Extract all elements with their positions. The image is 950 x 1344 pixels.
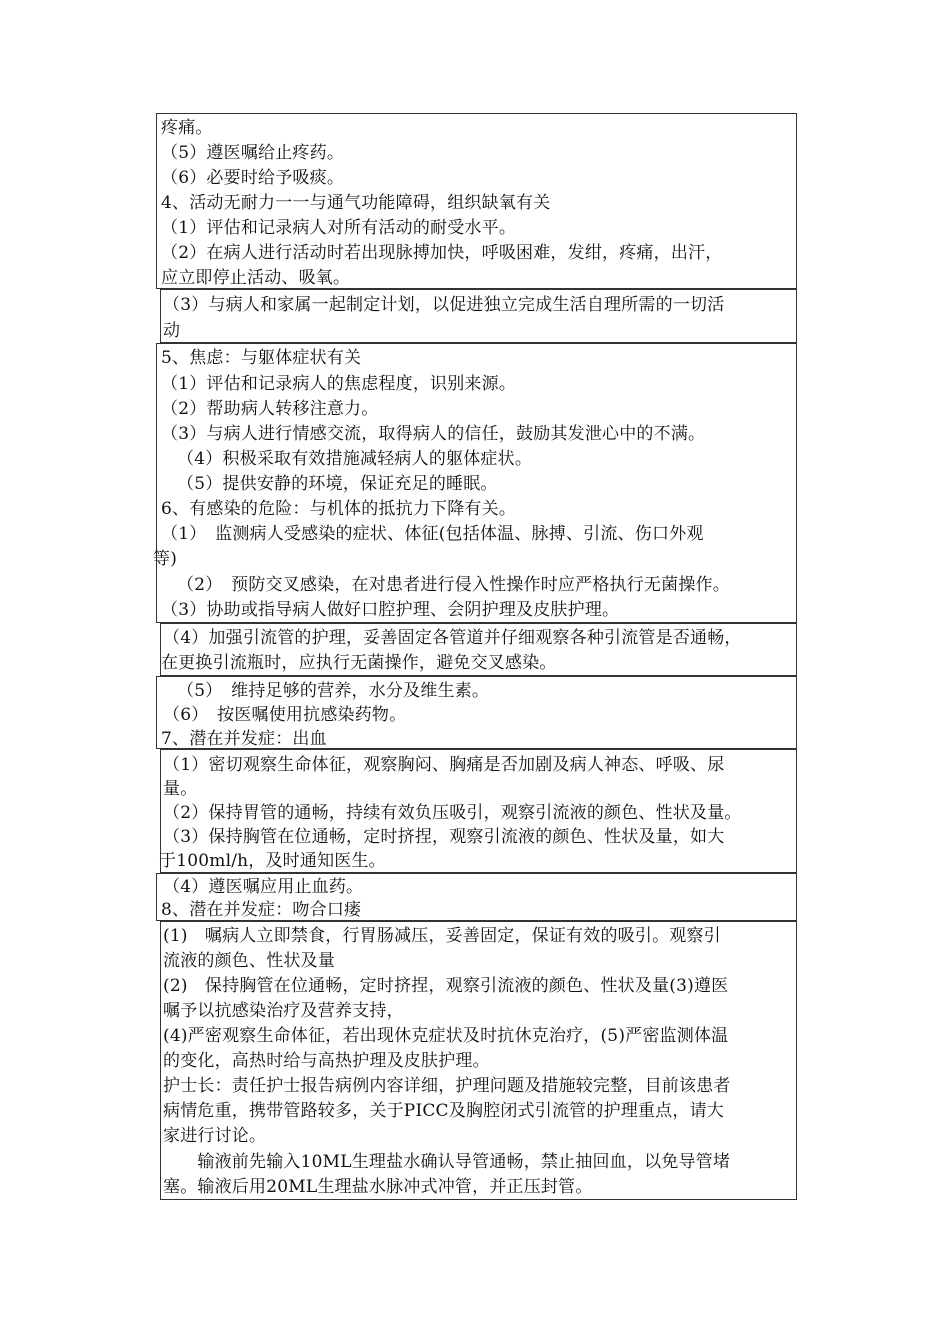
text-line: （3）保持胸管在位通畅，定时挤捏，观察引流液的颜色、性状及量，如大 — [163, 827, 725, 847]
text-line: （1）评估和记录病人对所有活动的耐受水平。 — [161, 218, 517, 238]
text-line: 动 — [163, 321, 181, 341]
text-line: 等) — [153, 549, 178, 569]
text-line: 6、有感染的危险：与机体的抵抗力下降有关。 — [161, 499, 517, 519]
text-line: 输液前先输入10ML生理盐水确认导管通畅，禁止抽回血，以免导管堵 — [163, 1152, 731, 1172]
text-block-8 — [160, 921, 797, 1200]
text-line: 应立即停止活动、吸氧。 — [161, 268, 351, 288]
text-line: 塞。输液后用20ML生理盐水脉冲式冲管，并正压封管。 — [163, 1177, 593, 1197]
text-line: （5）遵医嘱给止疼药。 — [161, 143, 345, 163]
text-block-3 — [153, 343, 797, 623]
text-line: （5） 维持足够的营养，水分及维生素。 — [177, 681, 490, 701]
text-line: （2）帮助病人转移注意力。 — [161, 399, 379, 419]
text-line: （4）积极采取有效措施减轻病人的躯体症状。 — [177, 449, 533, 469]
text-line: （1）评估和记录病人的焦虑程度，识别来源。 — [161, 374, 517, 394]
text-block-7 — [156, 873, 797, 921]
text-line: 量。 — [163, 779, 198, 799]
text-line: （3）与病人和家属一起制定计划，以促进独立完成生活自理所需的一切活 — [163, 295, 725, 315]
text-block-2 — [160, 289, 797, 343]
text-line: （4）遵医嘱应用止血药。 — [163, 877, 364, 897]
text-line: （2） 预防交叉感染，在对患者进行侵入性操作时应严格执行无菌操作。 — [177, 575, 730, 595]
text-line: (1) 嘱病人立即禁食，行胃肠减压，妥善固定，保证有效的吸引。观察引 — [163, 926, 721, 946]
text-block-4 — [160, 623, 797, 676]
text-line: （3）与病人进行情感交流，取得病人的信任，鼓励其发泄心中的不满。 — [161, 424, 706, 444]
text-line: （1）密切观察生命体征，观察胸闷、胸痛是否加剧及病人神态、呼吸、尿 — [163, 755, 725, 775]
text-line: 的变化，高热时给与高热护理及皮肤护理。 — [163, 1051, 490, 1071]
text-line: 疼痛。 — [161, 118, 213, 138]
text-line: （2）在病人进行活动时若出现脉搏加快，呼吸困难，发绀，疼痛，出汗， — [161, 243, 723, 263]
text-line: （6）必要时给予吸痰。 — [161, 168, 345, 188]
text-line: （6） 按医嘱使用抗感染药物。 — [163, 705, 407, 725]
text-line: 病情危重，携带管路较多，关于PICC及胸腔闭式引流管的护理重点，请大 — [163, 1101, 724, 1121]
text-line: 5、焦虑：与躯体症状有关 — [161, 348, 362, 368]
text-line: (2) 保持胸管在位通畅，定时挤捏，观察引流液的颜色、性状及量(3)遵医 — [163, 976, 729, 996]
text-line: （5）提供安静的环境，保证充足的睡眠。 — [177, 474, 498, 494]
text-line: 嘱予以抗感染治疗及营养支持， — [163, 1001, 404, 1021]
text-line: 8、潜在并发症：吻合口瘘 — [161, 900, 362, 920]
text-line: （2）保持胃管的通畅，持续有效负压吸引，观察引流液的颜色、性状及量。 — [163, 803, 742, 823]
text-line: 7、潜在并发症：出血 — [161, 729, 327, 749]
text-block-5 — [156, 676, 797, 749]
text-line: 护士长：责任护士报告病例内容详细，护理问题及措施较完整，目前该患者 — [163, 1076, 731, 1096]
text-line: （3）协助或指导病人做好口腔护理、会阴护理及皮肤护理。 — [161, 600, 620, 620]
text-line: （1） 监测病人受感染的症状、体征(包括体温、脉搏、引流、伤口外观 — [161, 524, 704, 544]
text-block-6 — [160, 749, 797, 873]
text-line: （4）加强引流管的护理，妥善固定各管道并仔细观察各种引流管是否通畅， — [163, 628, 742, 648]
text-line: 流液的颜色、性状及量 — [163, 951, 335, 971]
text-block-1 — [156, 113, 797, 289]
text-line: 在更换引流瓶时，应执行无菌操作，避免交叉感染。 — [161, 653, 557, 673]
text-line: 于100ml/h，及时通知医生。 — [159, 851, 386, 871]
text-line: 家进行讨论。 — [163, 1126, 267, 1146]
text-line: (4)严密观察生命体征，若出现休克症状及时抗休克治疗，(5)严密监测体温 — [163, 1026, 729, 1046]
text-line: 4、活动无耐力一一与通气功能障碍，组织缺氧有关 — [161, 193, 551, 213]
